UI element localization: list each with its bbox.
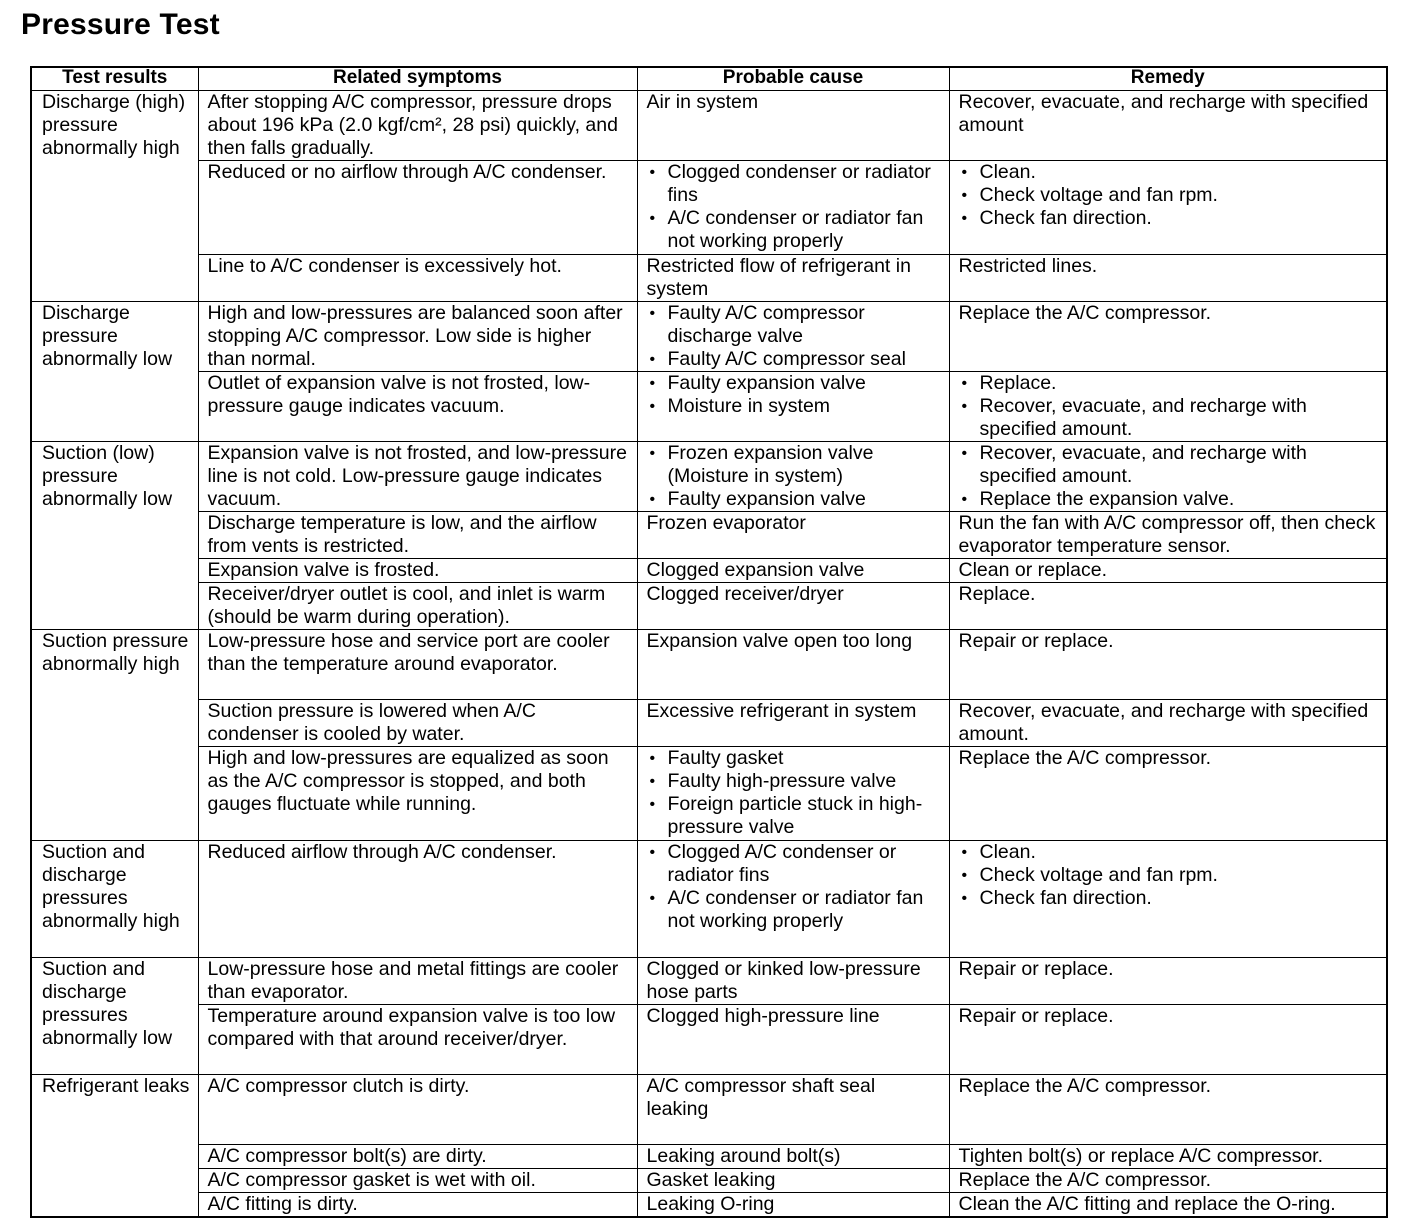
symptom-cell: A/C fitting is dirty. [198, 1193, 637, 1218]
cause-cell: Expansion valve open too long [637, 630, 949, 700]
list-item: • Clean. [959, 841, 1379, 864]
cause-cell [637, 372, 949, 442]
list-item: • Clogged A/C condenser or radiator fins [647, 841, 941, 887]
remedy-cell: Replace. [949, 583, 1387, 630]
table-body [31, 91, 1387, 1218]
list-item: • Replace the expansion valve. [959, 488, 1379, 511]
remedy-cell: Repair or replace. [949, 630, 1387, 700]
cause-cell [637, 302, 949, 372]
symptom-cell: A/C compressor gasket is wet with oil. [198, 1169, 637, 1193]
list-item: • Check fan direction. [959, 887, 1379, 910]
symptom-cell: Line to A/C condenser is excessively hot. [198, 255, 637, 302]
remedy-cell-list [959, 372, 1379, 441]
table-row [31, 1005, 1387, 1075]
cause-cell: Leaking around bolt(s) [637, 1145, 949, 1169]
test-result-cell: Suction pressure abnormally high [31, 630, 198, 841]
list-item: • Check voltage and fan rpm. [959, 184, 1379, 207]
list-item: • Check fan direction. [959, 207, 1379, 230]
symptom-cell: After stopping A/C compressor, pressure drops about 196 kPa (2.0 kgf/cm², 28 psi) quickly, and then falls gradually. [198, 91, 637, 161]
remedy-cell: Repair or replace. [949, 958, 1387, 1005]
table-row [31, 1145, 1387, 1169]
list-item: • Frozen expansion valve (Moisture in system) [647, 442, 941, 488]
table-row [31, 958, 1387, 1005]
list-item: • A/C condenser or radiator fan not working properly [647, 207, 941, 253]
cause-cell: Restricted flow of refrigerant in system [637, 255, 949, 302]
header-remedy: Remedy [949, 67, 1387, 91]
test-result-cell: Discharge (high) pressure abnormally high [31, 91, 198, 302]
list-item: • Clogged condenser or radiator fins [647, 161, 941, 207]
cause-cell: Gasket leaking [637, 1169, 949, 1193]
remedy-cell: Clean the A/C fitting and replace the O-ring. [949, 1193, 1387, 1218]
remedy-cell [949, 161, 1387, 255]
header-related-symptoms: Related symptoms [198, 67, 637, 91]
remedy-cell: Replace the A/C compressor. [949, 302, 1387, 372]
remedy-cell: Restricted lines. [949, 255, 1387, 302]
table-row [31, 559, 1387, 583]
list-item: • Faulty A/C compressor discharge valve [647, 302, 941, 348]
cause-cell: Excessive refrigerant in system [637, 700, 949, 747]
cause-cell: Clogged expansion valve [637, 559, 949, 583]
cause-cell-list [647, 442, 941, 511]
table-row [31, 841, 1387, 958]
remedy-cell-list [959, 161, 1379, 230]
header-probable-cause: Probable cause [637, 67, 949, 91]
remedy-cell [949, 372, 1387, 442]
cause-cell-list [647, 841, 941, 933]
remedy-cell: Recover, evacuate, and recharge with specified amount [949, 91, 1387, 161]
cause-cell [637, 442, 949, 512]
remedy-cell: Tighten bolt(s) or replace A/C compressor. [949, 1145, 1387, 1169]
cause-cell-list [647, 161, 941, 253]
header-row [31, 67, 1387, 91]
table-row [31, 91, 1387, 161]
list-item: • Foreign particle stuck in high-pressure valve [647, 793, 941, 839]
test-result-cell: Suction and discharge pressures abnormally low [31, 958, 198, 1075]
symptom-cell: Expansion valve is not frosted, and low-pressure line is not cold. Low-pressure gauge indicates vacuum. [198, 442, 637, 512]
remedy-cell: Run the fan with A/C compressor off, then check evaporator temperature sensor. [949, 512, 1387, 559]
cause-cell [637, 747, 949, 841]
list-item: • Clean. [959, 161, 1379, 184]
table-row [31, 302, 1387, 372]
symptom-cell: High and low-pressures are equalized as soon as the A/C compressor is stopped, and both gauges fluctuate while running. [198, 747, 637, 841]
remedy-cell-list [959, 442, 1379, 511]
cause-cell-list [647, 372, 941, 418]
list-item: • Check voltage and fan rpm. [959, 864, 1379, 887]
list-item: • Faulty expansion valve [647, 488, 941, 511]
table-row [31, 1075, 1387, 1145]
table-row [31, 161, 1387, 255]
symptom-cell: Low-pressure hose and metal fittings are cooler than evaporator. [198, 958, 637, 1005]
cause-cell: Clogged high-pressure line [637, 1005, 949, 1075]
remedy-cell: Replace the A/C compressor. [949, 747, 1387, 841]
symptom-cell: Reduced airflow through A/C condenser. [198, 841, 637, 958]
list-item: • Moisture in system [647, 395, 941, 418]
remedy-cell [949, 442, 1387, 512]
symptom-cell: A/C compressor clutch is dirty. [198, 1075, 637, 1145]
cause-cell: Clogged receiver/dryer [637, 583, 949, 630]
symptom-cell: Reduced or no airflow through A/C condenser. [198, 161, 637, 255]
table-row [31, 1193, 1387, 1218]
remedy-cell: Replace the A/C compressor. [949, 1075, 1387, 1145]
table-row [31, 747, 1387, 841]
table-row [31, 630, 1387, 700]
list-item: • Faulty A/C compressor seal [647, 348, 941, 371]
table-row [31, 583, 1387, 630]
cause-cell [637, 841, 949, 958]
list-item: • Recover, evacuate, and recharge with specified amount. [959, 395, 1379, 441]
table-row [31, 442, 1387, 512]
test-result-cell: Refrigerant leaks [31, 1075, 198, 1218]
cause-cell: A/C compressor shaft seal leaking [637, 1075, 949, 1145]
list-item: • Recover, evacuate, and recharge with specified amount. [959, 442, 1379, 488]
remedy-cell: Replace the A/C compressor. [949, 1169, 1387, 1193]
remedy-cell: Repair or replace. [949, 1005, 1387, 1075]
cause-cell: Clogged or kinked low-pressure hose parts [637, 958, 949, 1005]
symptom-cell: Suction pressure is lowered when A/C condenser is cooled by water. [198, 700, 637, 747]
symptom-cell: Discharge temperature is low, and the airflow from vents is restricted. [198, 512, 637, 559]
test-result-cell: Discharge pressure abnormally low [31, 302, 198, 442]
cause-cell-list [647, 302, 941, 371]
table-row [31, 512, 1387, 559]
list-item: • Replace. [959, 372, 1379, 395]
cause-cell-list [647, 747, 941, 839]
cause-cell: Air in system [637, 91, 949, 161]
test-result-cell: Suction (low) pressure abnormally low [31, 442, 198, 630]
symptom-cell: Outlet of expansion valve is not frosted, low-pressure gauge indicates vacuum. [198, 372, 637, 442]
page-title: Pressure Test [21, 8, 220, 41]
symptom-cell: A/C compressor bolt(s) are dirty. [198, 1145, 637, 1169]
remedy-cell-list [959, 841, 1379, 910]
cause-cell: Frozen evaporator [637, 512, 949, 559]
table-row [31, 255, 1387, 302]
symptom-cell: Receiver/dryer outlet is cool, and inlet is warm (should be warm during operation). [198, 583, 637, 630]
list-item: • A/C condenser or radiator fan not working properly [647, 887, 941, 933]
remedy-cell: Recover, evacuate, and recharge with specified amount. [949, 700, 1387, 747]
symptom-cell: Expansion valve is frosted. [198, 559, 637, 583]
list-item: • Faulty high-pressure valve [647, 770, 941, 793]
remedy-cell [949, 841, 1387, 958]
remedy-cell: Clean or replace. [949, 559, 1387, 583]
table-row [31, 1169, 1387, 1193]
cause-cell [637, 161, 949, 255]
cause-cell: Leaking O-ring [637, 1193, 949, 1218]
list-item: • Faulty gasket [647, 747, 941, 770]
symptom-cell: High and low-pressures are balanced soon after stopping A/C compressor. Low side is higher than normal. [198, 302, 637, 372]
table-row [31, 700, 1387, 747]
table-row [31, 372, 1387, 442]
symptom-cell: Low-pressure hose and service port are cooler than the temperature around evaporator. [198, 630, 637, 700]
test-result-cell: Suction and discharge pressures abnormally high [31, 841, 198, 958]
header-test-results: Test results [31, 67, 198, 91]
symptom-cell: Temperature around expansion valve is too low compared with that around receiver/dryer. [198, 1005, 637, 1075]
pressure-test-table [30, 66, 1388, 1218]
list-item: • Faulty expansion valve [647, 372, 941, 395]
